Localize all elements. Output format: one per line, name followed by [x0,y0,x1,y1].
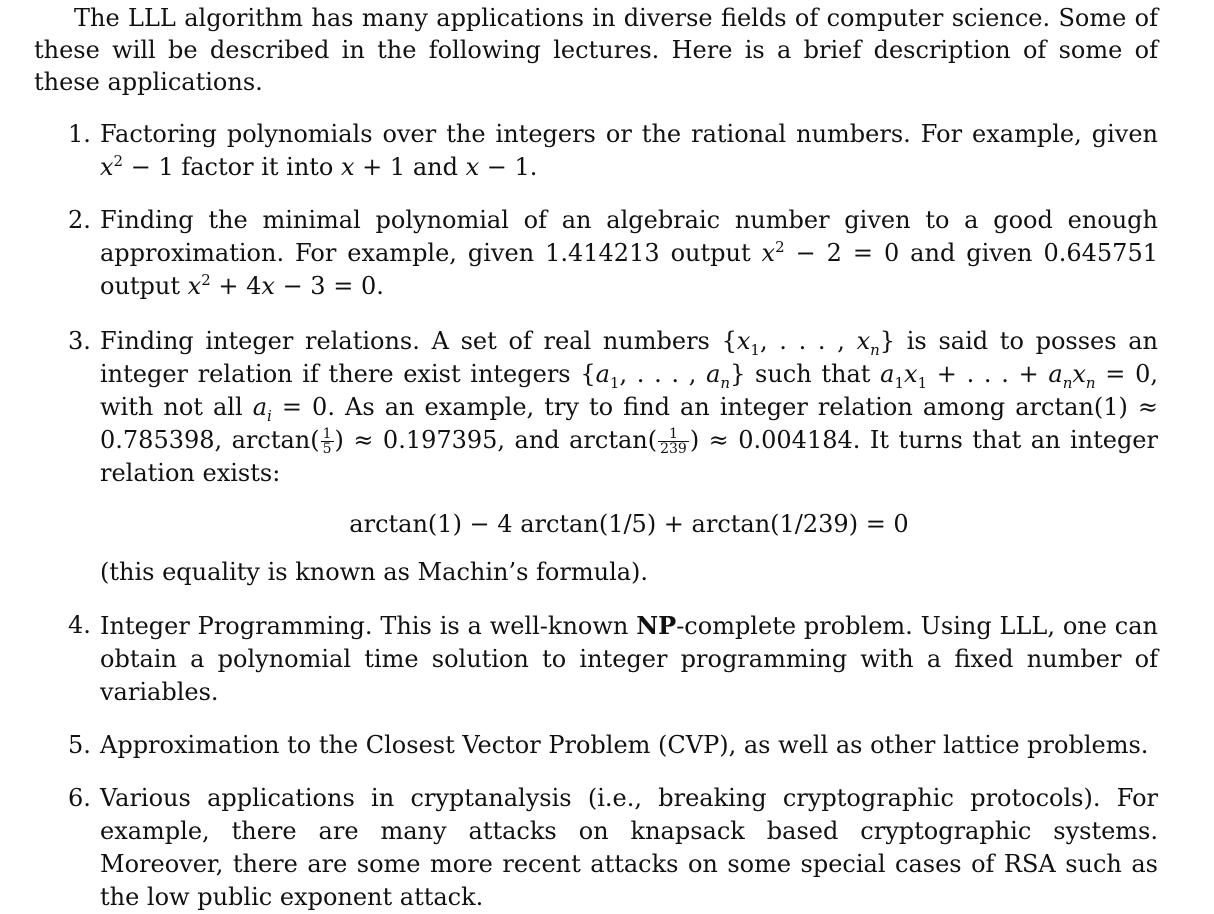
item-number: 3. [68,327,91,355]
document-page [34,2,1158,914]
list-item [34,729,1158,762]
fraction-one-fifth: $\frac{1}{5}$ [322,426,332,457]
item-number: 4. [68,611,91,639]
list-item [34,118,1158,184]
np-bold: NP [636,611,677,640]
item-body: Approximation to the Closest Vector Problem (CVP), as well as other lattice problems. [100,731,1149,759]
math-set-x: {$x_1$, . . . , $x_n$} [721,327,896,359]
item-number: 5. [68,731,91,759]
intro-paragraph: The LLL algorithm has many applications in diverse fields of computer science. Some of these will be described in the following lectures. Here is a brief description of some of these applications. [34,4,1158,96]
machin-formula-display: arctan(1) − 4 arctan(1/5) + arctan(1/239) = 0 [349,510,909,538]
applications-list [34,118,1158,914]
math-x-minus-1: x − 1 [465,153,530,181]
list-item [34,204,1158,303]
math-eq-1: $x^2 - 2 = 0$ [761,238,900,267]
math-linear-sum: $a_1x_1$ + . . . + $a_nx_n = 0$ [880,360,1151,392]
math-ai-zero: $a_i = 0$ [252,393,328,425]
item-after-text: (this equality is known as Machin’s formula). [100,558,649,586]
fraction-one-239: $\frac{1}{239}$ [660,426,687,457]
list-item [34,609,1158,709]
item-number: 2. [68,206,91,234]
list-item [34,325,1158,589]
item-body: Finding integer relations. A set of real numbers {$x_1$, . . . , $x_n$} is said to posses an integer relation if there exist integers {$a_1$, . . . , $a_n$} such that $a_1x_1$ + . . . + $a_nx_n = 0$, with not all $a_i = 0$. As an example, try to find an integer relation among arctan(1) ≈ 0.785398, arctan( $\frac{1}{5}$ ) ≈ 0.197395, and arctan( $\frac{1}{239}$ ) ≈ 0.004184. It turns that an integer relation exists: [100,327,1159,487]
item-body: Integer Programming. This is a well-known NP-complete problem. Using LLL, one can obtain a polynomial time solution to integer programming with a fixed number of variables. [100,611,1158,706]
list-item [34,782,1158,914]
item-body: Finding the minimal polynomial of an algebraic number given to a good enough approximation. For example, given 1.414213 output $x^2 - 2 = 0$ and given 0.645751 output $x^2 + 4x - 3 = 0$. [100,206,1158,300]
math-set-a: {$a_1$, . . . , $a_n$} [580,360,746,392]
item-body: Various applications in cryptanalysis (i.e., breaking cryptographic protocols). For example, there are many attacks on knapsack based cryptographic systems. Moreover, there are some more recent attacks on some special cases of RSA such as the low public exponent attack. [100,784,1158,911]
item-body: Factoring polynomials over the integers or the rational numbers. For example, given $x^2 - 1$ factor it into x + 1 and x − 1. [100,120,1158,181]
item-number: 1. [68,120,91,148]
item-number: 6. [68,784,91,812]
math-eq-2: $x^2 + 4x - 3 = 0$. [187,271,384,300]
math-x-plus-1: x + 1 [341,153,406,181]
math-x2-minus-1: $x^2 - 1$ [100,152,174,181]
